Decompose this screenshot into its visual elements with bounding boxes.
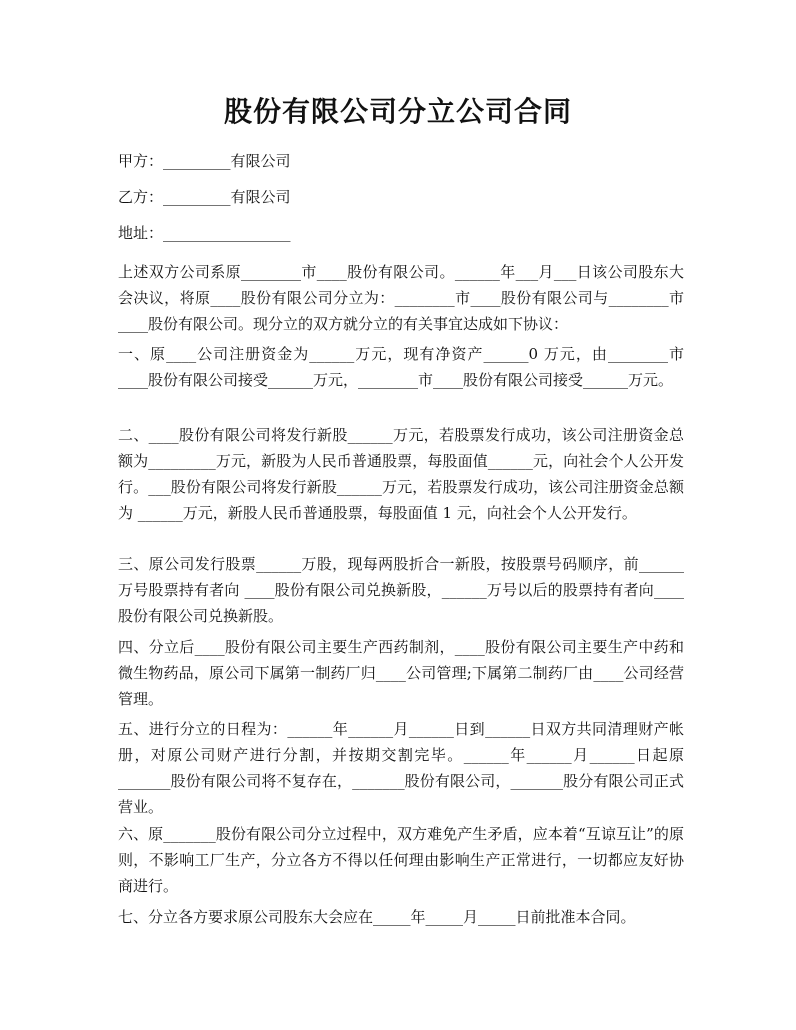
party-a-line: 甲方：_________有限公司 (118, 152, 291, 170)
party-b-line: 乙方：_________有限公司 (118, 188, 291, 206)
clause-7-paragraph: 七、分立各方要求原公司股东大会应在_____年_____月_____日前批准本合同。 (118, 908, 636, 926)
clause-3-paragraph: 三、原公司发行股票______万股，现每两股折合一新股，按股票号码顺序，前______万号股票持有者向 ____股份有限公司兑换新股，______万号以后的股票持有者向____股份有限公司兑换新股。 (118, 555, 684, 625)
clause-1-paragraph: 一、原____公司注册资金为______万元，现有净资产______0 万元，由________市____股份有限公司接受______万元，________市____股份有限公司接受______万元。 (118, 345, 684, 389)
clause-5-paragraph: 五、进行分立的日程为：______年______月______日到______日双方共同清理财产帐册，对原公司财产进行分割，并按期交割完毕。______年______月______日起原_______股份有限公司将不复存在，_______股份有限公司，_______股分有限公司正式营业。 (118, 720, 684, 816)
address-line: 地址：_________________ (118, 224, 291, 242)
document-title: 股份有限公司分立公司合同 (223, 95, 572, 128)
intro-paragraph: 上述双方公司系原________市____股份有限公司。______年___月___日该公司股东大会决议，将原____股份有限公司分立为：________市____股份有限公司与________市____股份有限公司。现分立的双方就分立的有关事宜达成如下协议： (118, 263, 684, 333)
clause-4-paragraph: 四、分立后____股份有限公司主要生产西药制剂，____股份有限公司主要生产中药和微生物药品，原公司下属第一制药厂归____公司管理;下属第二制药厂由____公司经营管理。 (118, 638, 684, 708)
clause-6-paragraph: 六、原_______股份有限公司分立过程中，双方难免产生矛盾，应本着“互谅互让”的原则，不影响工厂生产，分立各方不得以任何理由影响生产正常进行，一切都应友好协商进行。 (118, 825, 684, 895)
clause-2-paragraph: 二、____股份有限公司将发行新股______万元，若股票发行成功，该公司注册资金总额为_________万元，新股为人民币普通股票，每股面值______元，向社会个人公开发行。___股份有限公司将发行新股______万元，若股票发行成功，该公司注册资金总额为 ______万元，新股人民币普通股票，每股面值 1 元，向社会个人公开发行。 (118, 426, 684, 522)
